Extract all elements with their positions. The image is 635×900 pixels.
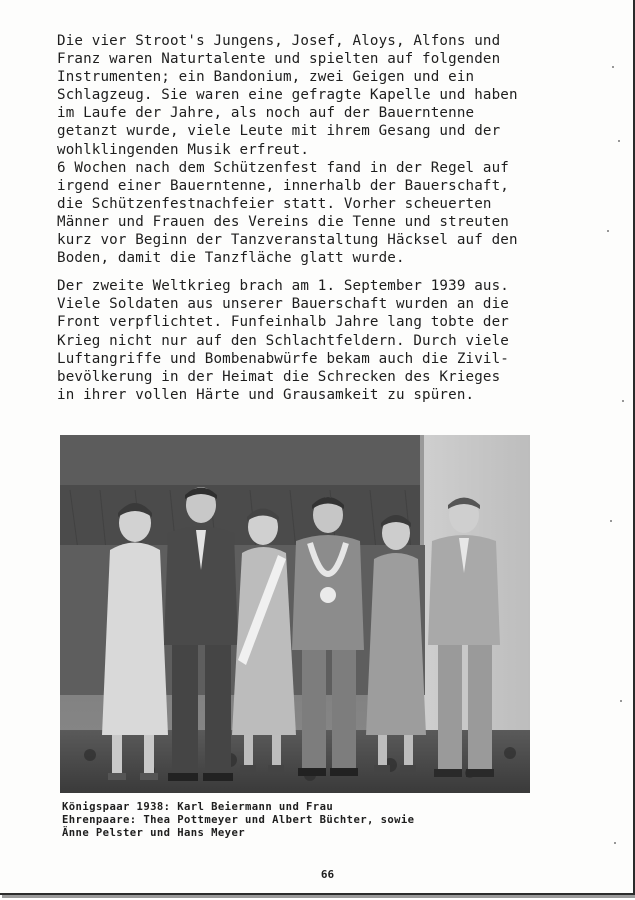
speck [614, 842, 616, 844]
paragraph-stroot-band: Die vier Stroot's Jungens, Josef, Aloys, Alfons und Franz waren Naturtalente und spielten auf folgenden Instrumenten; ein Bandonium, zwei Geigen und ein Schlagzeug. Sie waren eine gefragte Kapelle und haben im Laufe der Jahre, als noch auf der Bauerntenne getanzt wurde, viele Leute mit ihrem Gesang und der wohlklingenden Musik erfreut. 6 Wochen nach dem Schützenfest fand in der Regel auf irgend einer Bauerntenne, innerhalb der Bauerschaft, die Schützenfestnachfeier statt. Vorher scheuerten Männer und Frauen des Vereins die Tenne und streuten kurz vor Beginn der Tanzveranstaltung Häcksel auf den Boden, damit die Tanzfläche glatt wurde. [57, 33, 518, 267]
caption-line-1: Königspaar 1938: Karl Beiermann und Frau [62, 801, 334, 813]
photo-caption [62, 801, 542, 841]
page-number: 66 [320, 868, 335, 881]
speck [612, 66, 614, 68]
speck [622, 400, 624, 402]
caption-line-3: Änne Pelster und Hans Meyer [62, 827, 246, 840]
caption-line-2: Ehrenpaare: Thea Pottmeyer und Albert Büchter, sowie [62, 814, 415, 827]
speck [607, 230, 609, 232]
speck [610, 520, 612, 522]
paragraph-second-world-war: Der zweite Weltkrieg brach am 1. September 1939 aus. Viele Soldaten aus unserer Bauerschaft wurden an die Front verpflichtet. Funfeinhalb Jahre lang tobte der Krieg nicht nur auf den Schlachtfeldern. Durch viele Luftangriffe und Bombenabwürfe bekam auch die Zivil- bevölkerung in der Heimat die Schrecken des Krieges in ihrer vollen Härte und Grausamkeit zu spüren. [57, 278, 509, 403]
speck [618, 140, 620, 142]
body-text [57, 32, 557, 404]
speck [620, 700, 622, 702]
group-photo-image [60, 435, 530, 793]
group-photo [60, 435, 530, 793]
